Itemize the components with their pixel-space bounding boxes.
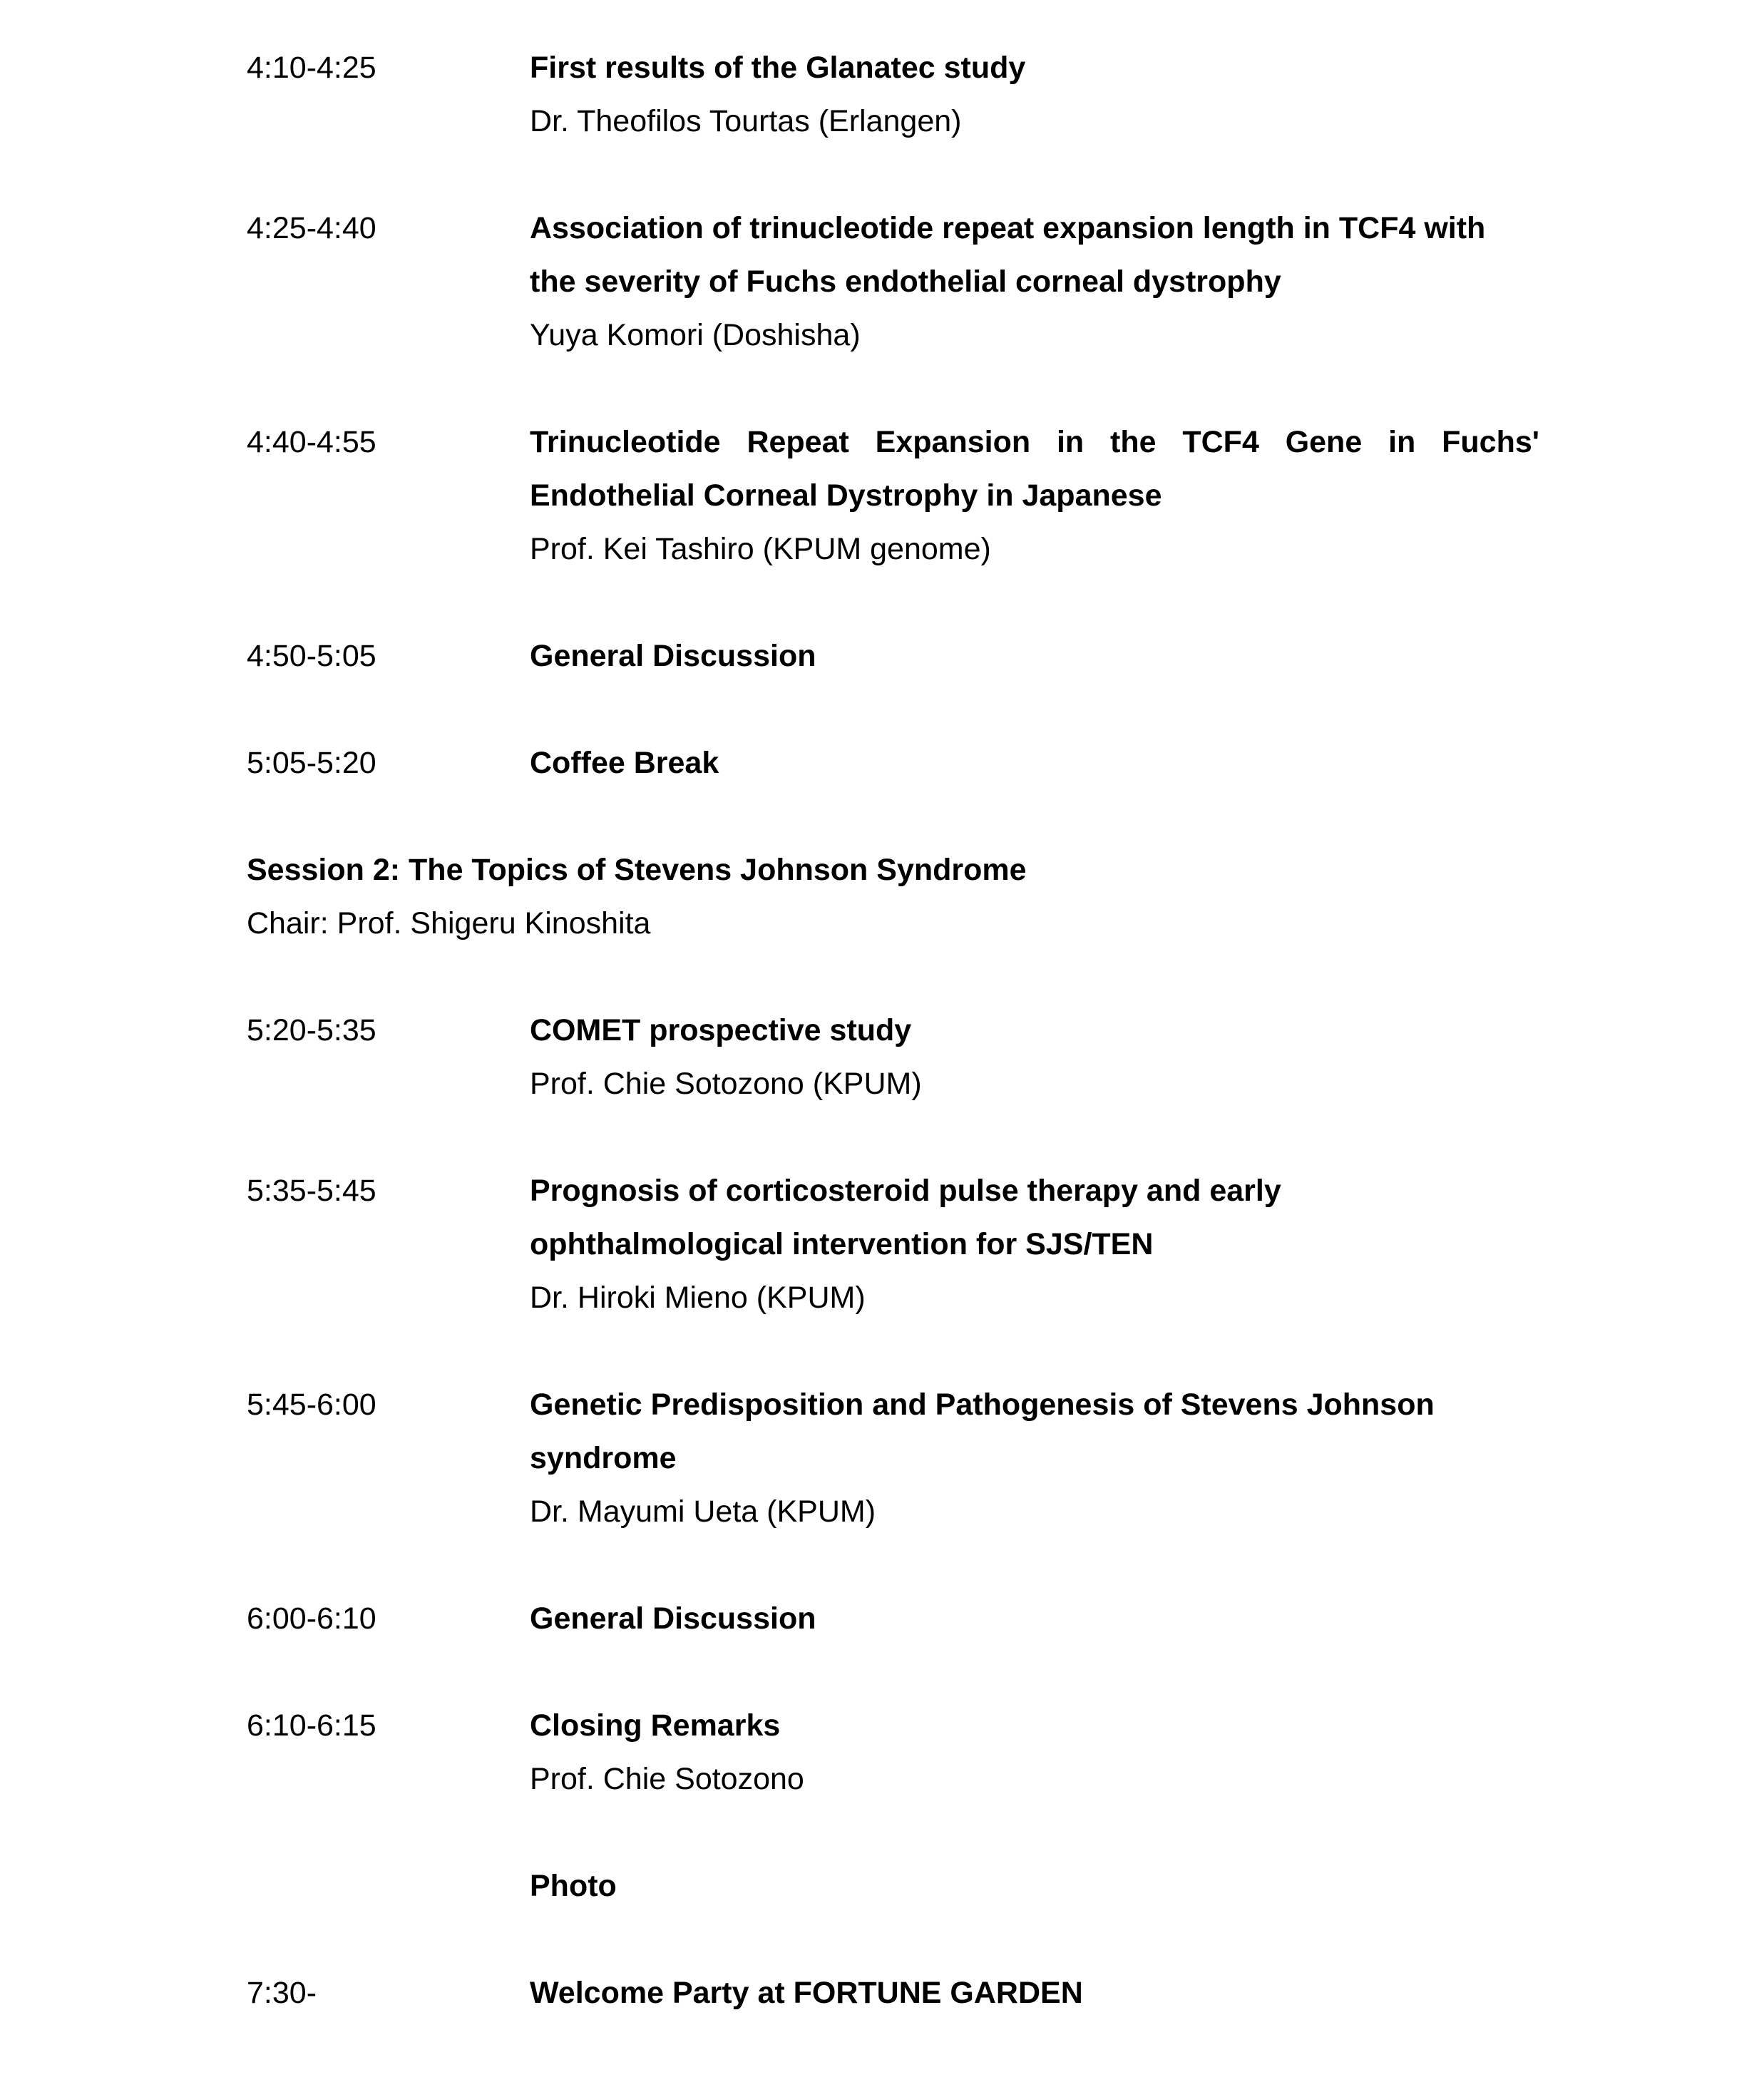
item-title: Photo [530,1869,617,1903]
item-title: Prognosis of corticosteroid pulse therapy and early [530,1174,1281,1208]
item-time: 4:40-4:55 [247,425,376,459]
item-time: 7:30- [247,1976,317,2010]
item-speaker: Prof. Chie Sotozono (KPUM) [530,1067,922,1101]
item-time: 5:45-6:00 [247,1388,376,1422]
item-title: ophthalmological intervention for SJS/TEN [530,1227,1154,1261]
item-title: Association of trinucleotide repeat expansion length in TCF4 with [530,211,1486,245]
session-title: Session 2: The Topics of Stevens Johnson Syndrome [247,853,1027,887]
item-title: Trinucleotide Repeat Expansion in the TCF4 Gene in Fuchs' [530,425,1539,459]
item-time: 6:10-6:15 [247,1708,376,1743]
item-title: Endothelial Corneal Dystrophy in Japanese [530,478,1162,513]
item-speaker: Dr. Theofilos Tourtas (Erlangen) [530,104,962,138]
item-time: 6:00-6:10 [247,1601,376,1636]
item-title: syndrome [530,1441,677,1475]
item-speaker: Prof. Kei Tashiro (KPUM genome) [530,532,991,566]
item-speaker: Yuya Komori (Doshisha) [530,318,861,352]
item-title: the severity of Fuchs endothelial corneal dystrophy [530,265,1281,299]
item-title: General Discussion [530,639,816,673]
item-time: 5:20-5:35 [247,1013,376,1047]
session-chair: Chair: Prof. Shigeru Kinoshita [247,906,651,940]
item-title: Closing Remarks [530,1708,781,1743]
item-time: 4:50-5:05 [247,639,376,673]
item-time: 5:35-5:45 [247,1174,376,1208]
item-title: Welcome Party at FORTUNE GARDEN [530,1976,1083,2010]
item-time: 4:25-4:40 [247,211,376,245]
item-title: First results of the Glanatec study [530,51,1026,85]
item-time: 4:10-4:25 [247,51,376,85]
item-speaker: Dr. Hiroki Mieno (KPUM) [530,1281,866,1315]
item-speaker: Dr. Mayumi Ueta (KPUM) [530,1494,876,1529]
item-title: COMET prospective study [530,1013,912,1047]
item-title: General Discussion [530,1601,816,1636]
item-title: Genetic Predisposition and Pathogenesis of Stevens Johnson [530,1388,1435,1422]
item-title: Coffee Break [530,746,719,780]
item-time: 5:05-5:20 [247,746,376,780]
item-speaker: Prof. Chie Sotozono [530,1762,804,1796]
